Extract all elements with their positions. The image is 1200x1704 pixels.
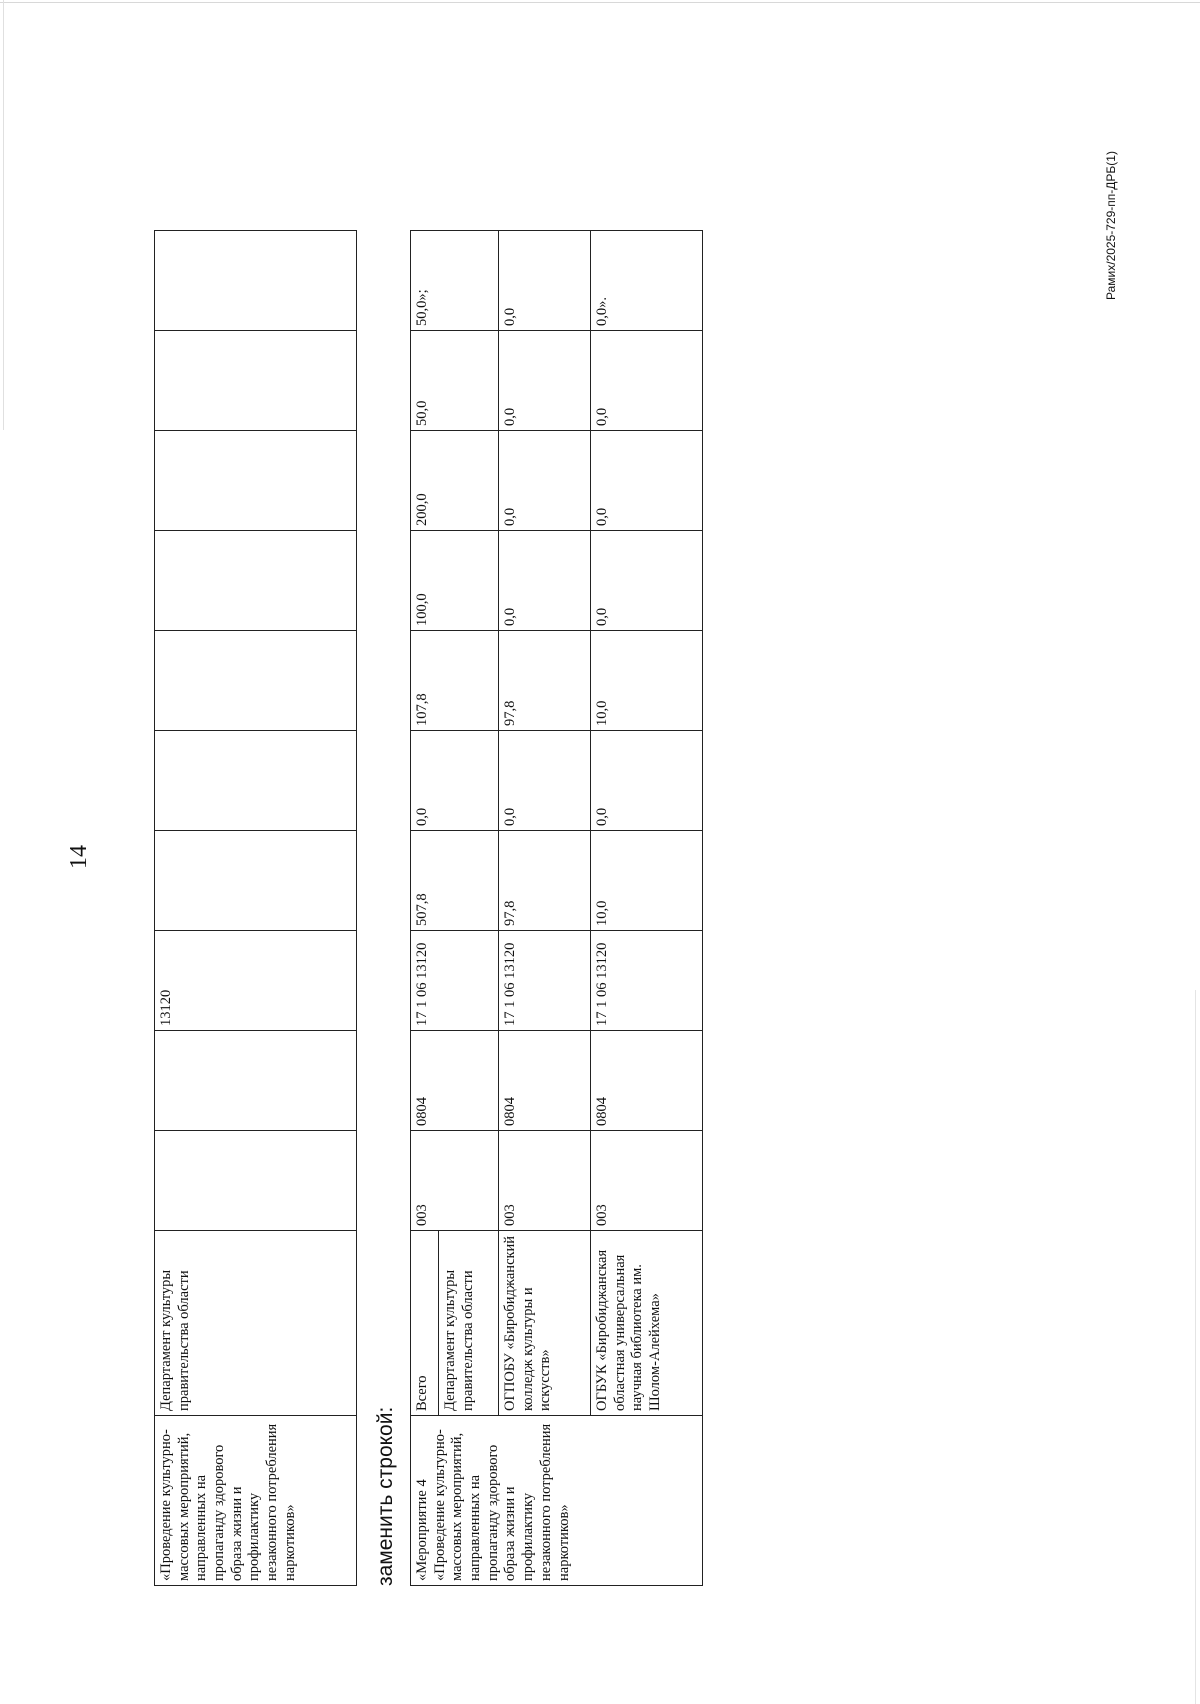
row-label: ОГБУК «Биробиджанская областная универсальная научная библиотека им. Шолом-Алейхема» [591, 1231, 703, 1416]
csr-cell: 17 1 06 13120 [499, 931, 591, 1031]
rzpr-cell [155, 1031, 357, 1131]
budget-table-previous [154, 230, 357, 1586]
grbs-cell: 003 [411, 1131, 499, 1231]
value-cell [155, 831, 357, 931]
grbs-cell: 003 [499, 1131, 591, 1231]
value-cell: 100,0 [411, 531, 499, 631]
measure-title: «Мероприятие 4 [414, 1479, 430, 1581]
row-label: ОГПОБУ «Биробиджанский колледж культуры и искусств» [499, 1231, 591, 1416]
measure-cell: «Проведение культурно-массовых мероприятий, направленных на пропаганду здорового образа жизни и профилактику незаконного потребления наркотиков» [155, 1416, 357, 1586]
value-cell: 0,0 [591, 331, 703, 431]
value-cell: 507,8 [411, 831, 499, 931]
value-cell: 0,0 [591, 731, 703, 831]
value-cell: 97,8 [499, 831, 591, 931]
value-cell [155, 431, 357, 531]
csr-cell: 17 1 06 13120 [591, 931, 703, 1031]
value-cell [155, 531, 357, 631]
value-cell [155, 231, 357, 331]
budget-table-replacement [410, 230, 703, 1586]
value-cell: 0,0 [499, 331, 591, 431]
rzpr-cell: 0804 [411, 1031, 499, 1131]
rzpr-cell: 0804 [499, 1031, 591, 1131]
table-row [499, 231, 591, 1586]
table-row [411, 231, 439, 1586]
value-cell: 0,0 [499, 431, 591, 531]
responsible-cell: Департамент культуры правительства области [155, 1231, 357, 1416]
scan-artifact-right [1195, 990, 1196, 1704]
table-row [591, 231, 703, 1586]
value-cell: 200,0 [411, 431, 499, 531]
document-sheet [44, 4, 1144, 1704]
value-cell: 10,0 [591, 631, 703, 731]
value-cell: 50,0 [411, 331, 499, 431]
value-cell: 50,0»; [411, 231, 499, 331]
row-label: Департамент культуры правительства области [439, 1231, 499, 1416]
value-cell: 0,0 [591, 531, 703, 631]
csr-cell: 17 1 06 13120 [411, 931, 499, 1031]
replace-instruction: заменить строкой: [374, 1406, 397, 1586]
measure-cell [411, 1416, 703, 1586]
scan-artifact-left [3, 0, 4, 430]
grbs-cell [155, 1131, 357, 1231]
value-cell: 0,0 [499, 731, 591, 831]
value-cell: 0,0 [591, 431, 703, 531]
scan-artifact-top [0, 2, 1200, 3]
rzpr-cell: 0804 [591, 1031, 703, 1131]
value-cell: 97,8 [499, 631, 591, 731]
page-number: 14 [66, 845, 92, 869]
document-id: Рамих/2025-729-пп-ДРБ(1) [1104, 151, 1118, 300]
row-label: Всего [411, 1231, 439, 1416]
value-cell [155, 631, 357, 731]
value-cell: 0,0 [499, 231, 591, 331]
csr-cell: 13120 [155, 931, 357, 1031]
value-cell: 0,0 [411, 731, 499, 831]
value-cell: 10,0 [591, 831, 703, 931]
value-cell: 0,0 [499, 531, 591, 631]
grbs-cell: 003 [591, 1131, 703, 1231]
measure-text: «Проведение культурно-массовых мероприятий, направленных на пропаганду здорового образа жизни и профилактику незаконного потребления наркотиков» [431, 1423, 572, 1581]
value-cell [155, 331, 357, 431]
value-cell: 107,8 [411, 631, 499, 731]
value-cell [155, 731, 357, 831]
value-cell: 0,0». [591, 231, 703, 331]
